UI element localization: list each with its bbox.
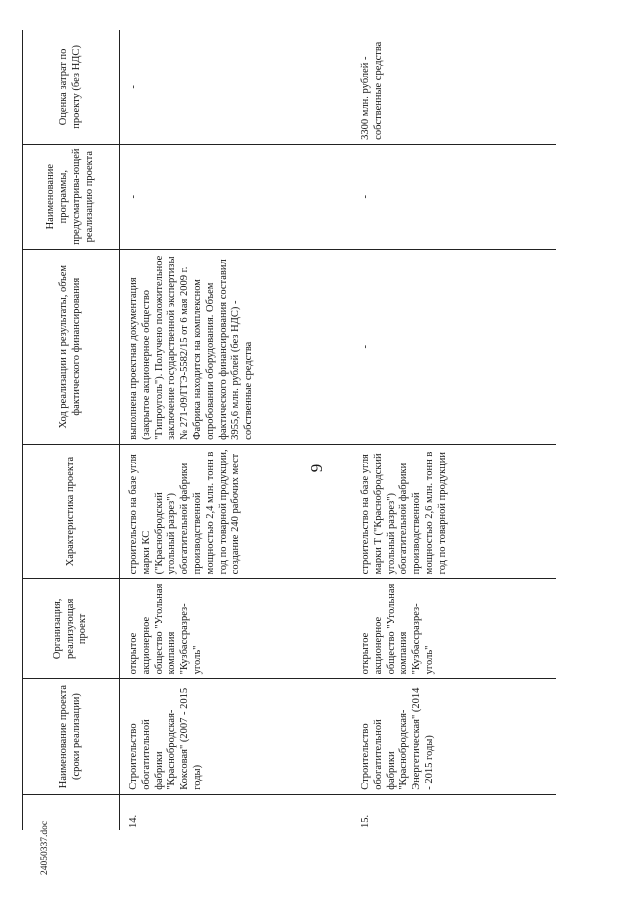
footer-filename: 24050337.doc bbox=[40, 820, 50, 876]
projects-table bbox=[22, 30, 556, 830]
row-program: - bbox=[352, 144, 556, 249]
header-program: Наименование программы, предусматрива-ющей реализацию проекта bbox=[23, 144, 120, 249]
row-characteristics: строительство на базе угля марки КС ("Краснобродский угольный разрез") обогатительной фабрики производственной мощностью 2,4 млн. тонн в год по товарной продукции, создание 240 рабочих мест bbox=[120, 444, 353, 579]
table-row bbox=[352, 30, 556, 830]
table-row bbox=[120, 30, 353, 830]
row-characteristics: строительство на базе угля марки Т ("Краснобродский угольный разрез") обогатительной фабрики производственной мощностью 2,6 млн. тонн в год по товарной продукции bbox=[352, 444, 556, 579]
row-progress: выполнена проектная документация (закрытое акционерное общество "Гипроуголь"). Получено положительное заключение государственной экспертизы № 271-09/ГГЭ-5582/15 от 6 мая 2009 г. Фабрика находится на комплексном опробовании оборудования. Объем фактического финансирования составил 3955,6 млн. рублей (без НДС) - собственные средства bbox=[120, 249, 353, 444]
row-number: 14. bbox=[128, 814, 139, 828]
row-cost: - bbox=[120, 30, 353, 144]
row-cost: 3300 млн. рублей - собственные средства bbox=[352, 30, 556, 144]
row-project-name: Строительство обогатительной фабрики "Краснобродская-Коксовая" (2007 - 2015 годы) bbox=[120, 679, 353, 794]
row-project-name: Строительство обогатительной фабрики "Краснобродская-Энергетическая" (2014 - 2015 годы) bbox=[352, 679, 556, 794]
header-project-name: Наименование проекта (сроки реализации) bbox=[23, 679, 120, 794]
row-organization: открытое акционерное общество "Угольная компания "Кузбассразрез-уголь" bbox=[352, 579, 556, 679]
header-characteristics: Характеристика проекта bbox=[23, 444, 120, 579]
header-cost: Оценка затрат по проекту (без НДС) bbox=[23, 30, 120, 144]
page-number: 9 bbox=[307, 463, 326, 473]
row-program: - bbox=[120, 144, 353, 249]
header-progress: Ход реализации и результаты, объем фактического финансирования bbox=[23, 249, 120, 444]
header-number bbox=[23, 794, 120, 830]
projects-table-frame bbox=[22, 30, 582, 830]
header-organization: Организация, реализующая проект bbox=[23, 579, 120, 679]
table-header-row bbox=[23, 30, 120, 830]
row-progress: - bbox=[352, 249, 556, 444]
row-number: 15. bbox=[360, 814, 371, 828]
row-organization: открытое акционерное общество "Угольная компания "Кузбассразрез-уголь" bbox=[120, 579, 353, 679]
